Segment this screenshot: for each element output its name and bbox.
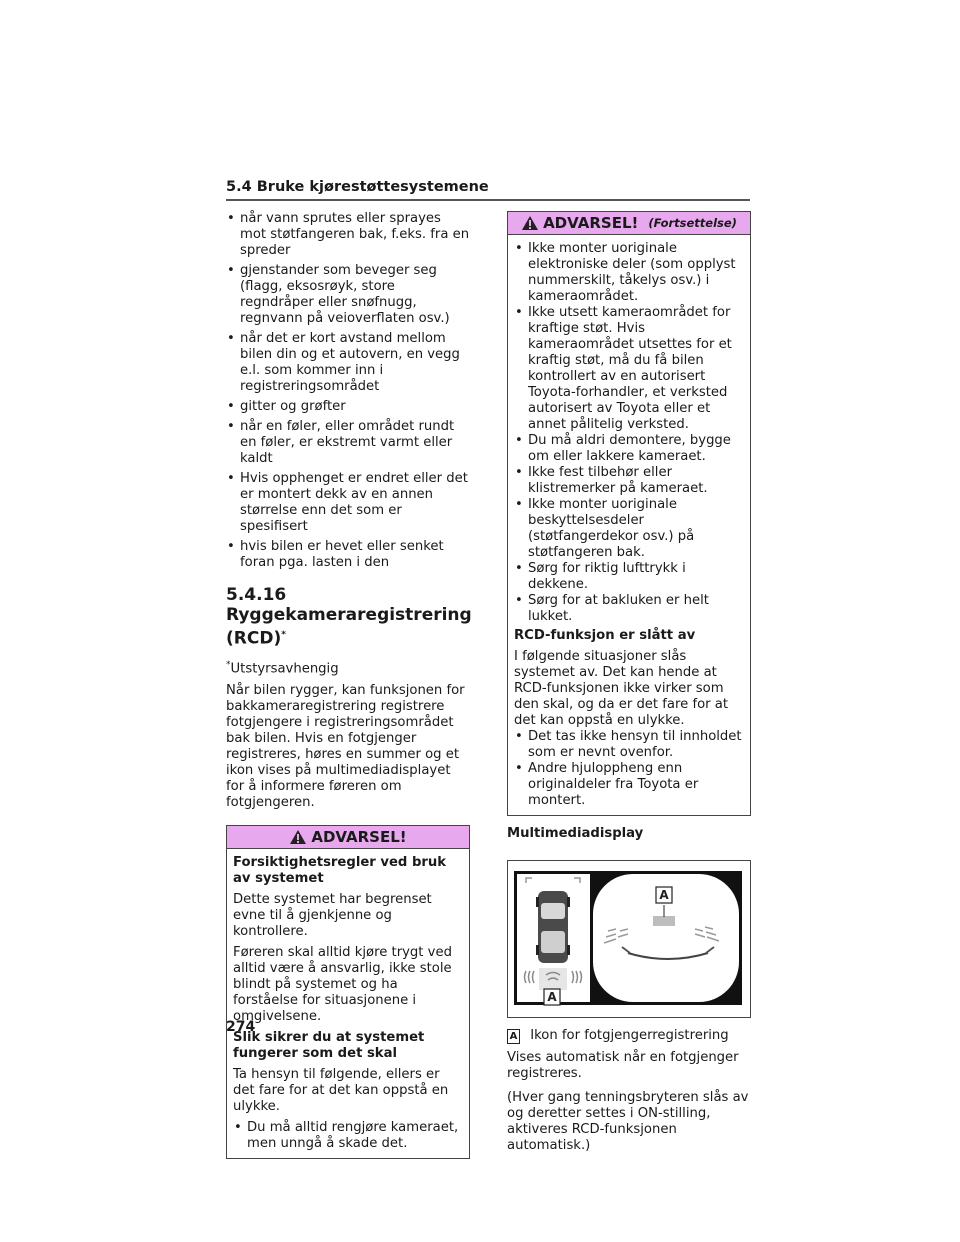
list-item: • Du må alltid rengjøre kameraet, men unngå å skade det. <box>233 1120 463 1152</box>
display-heading: Multimediadisplay <box>507 826 644 841</box>
warning-paragraph: I følgende situasjoner slås systemet av. Det kan hende at RCD-funksjonen ikke virker som den skal, og da er det fare for at det kan oppstå en ulykke. <box>514 649 729 728</box>
left-column <box>226 211 470 1159</box>
warning-paragraph: Dette systemet har begrenset evne til å gjenkjenne og kontrollere. <box>233 892 432 940</box>
continued-label: (Fortsettelse) <box>648 216 737 230</box>
warning-heading: RCD-funksjon er slått av <box>514 628 696 643</box>
warning-box-continued <box>507 211 751 816</box>
multimedia-display-figure <box>507 860 751 1018</box>
list-item: • Ikke monter uoriginale elektroniske deler (som opplyst nummerskilt, tåkelys osv.) i kameraområdet. <box>514 241 744 305</box>
list-item: • Du må aldri demontere, bygge om eller lakkere kameraet. <box>514 433 744 465</box>
warning-list <box>514 241 744 625</box>
list-item: • Sørg for at bakluken er helt lukket. <box>514 593 744 625</box>
warning-paragraph: Føreren skal alltid kjøre trygt ved alltid være å ansvarlig, ikke stole blindt på systemet og ha forståelse for situasjonene i omgivelsene. <box>233 945 452 1025</box>
header-rule <box>226 199 750 201</box>
warning-paragraph: Ta hensyn til følgende, ellers er det fare for at det kan oppstå en ulykke. <box>233 1067 449 1115</box>
list-item: • Ikke monter uoriginale beskyttelsesdeler (støtfangerdekor osv.) på støtfangeren bak. <box>514 497 744 561</box>
label-a-right: A <box>659 888 669 902</box>
warning-box <box>226 825 470 1159</box>
figure-legend <box>507 1028 751 1044</box>
warning-heading: Slik sikrer du at systemet fungerer som det skal <box>233 1030 425 1062</box>
list-item: • Sørg for riktig lufttrykk i dekkene. <box>514 561 744 593</box>
warning-triangle-icon <box>521 215 539 231</box>
warning-heading: Forsiktighetsregler ved bruk av systemet <box>233 855 447 887</box>
list-item: • Det tas ikke hensyn til innholdet som er nevnt ovenfor. <box>514 729 744 761</box>
list-item: • hvis bilen er hevet eller senket foran pga. lasten i den <box>226 539 470 571</box>
list-item: • Ikke fest tilbehør eller klistremerker på kameraet. <box>514 465 744 497</box>
list-item: • Andre hjuloppheng enn originaldeler fra Toyota er montert. <box>514 761 744 809</box>
footnote: *Utstyrsavhengig <box>226 659 339 677</box>
right-column <box>507 211 751 1159</box>
list-item: • når en føler, eller området rundt en føler, er ekstremt varmt eller kaldt <box>226 419 470 467</box>
warning-body <box>508 235 750 815</box>
rcd-display-illustration <box>508 861 750 1015</box>
warning-header: ADVARSEL! (Fortsettelse) <box>508 212 750 235</box>
condition-list <box>226 211 470 571</box>
intro-paragraph: Når bilen rygger, kan funksjonen for bakkameraregistrering registrere fotgjengere i registreringsområdet bak bilen. Hvis en fotgjenger registreres, høres en summer og et ikon vises på multimediadisplayet for å informere føreren om fotgjengeren. <box>226 683 465 811</box>
legend-text: Ikon for fotgjengerregistrering <box>530 1028 729 1043</box>
section-title: 5.4.16 Ryggekameraregistrering (RCD)* <box>226 585 472 649</box>
list-item: • Hvis opphenget er endret eller det er montert dekk av en annen størrelse enn det som er spesifisert <box>226 471 470 535</box>
list-item: • gjenstander som beveger seg (flagg, eksosrøyk, store regndråper eller snøfnugg, regnvann på veioverflaten osv.) <box>226 263 470 327</box>
section-header: 5.4 Bruke kjørestøttesystemene <box>226 179 489 195</box>
list-item: • når det er kort avstand mellom bilen din og et autovern, en vegg e.l. som kommer inn i registreringsområdet <box>226 331 470 395</box>
warning-body <box>227 849 469 1158</box>
paragraph: (Hver gang tenningsbryteren slås av og deretter settes i ON-stilling, aktiveres RCD-funksjonen automatisk.) <box>507 1090 749 1153</box>
list-item: • når vann sprutes eller sprayes mot støtfangeren bak, f.eks. fra en spreder <box>226 211 470 259</box>
paragraph: Vises automatisk når en fotgjenger registreres. <box>507 1050 739 1081</box>
warning-triangle-icon <box>289 829 307 845</box>
page-number: 274 <box>226 1019 256 1035</box>
warning-list <box>233 1120 463 1152</box>
warning-header: ADVARSEL! <box>227 826 469 849</box>
list-item: • gitter og grøfter <box>226 399 470 415</box>
label-a-left: A <box>547 990 557 1004</box>
list-item: • Ikke utsett kameraområdet for kraftige støt. Hvis kameraområdet utsettes for et kraftig støt, må du få bilen kontrollert av en autorisert Toyota-forhandler, et verksted autorisert av Toyota eller et annet pålitelig verksted. <box>514 305 744 433</box>
warning-list <box>514 729 744 809</box>
legend-label: A <box>507 1029 520 1044</box>
